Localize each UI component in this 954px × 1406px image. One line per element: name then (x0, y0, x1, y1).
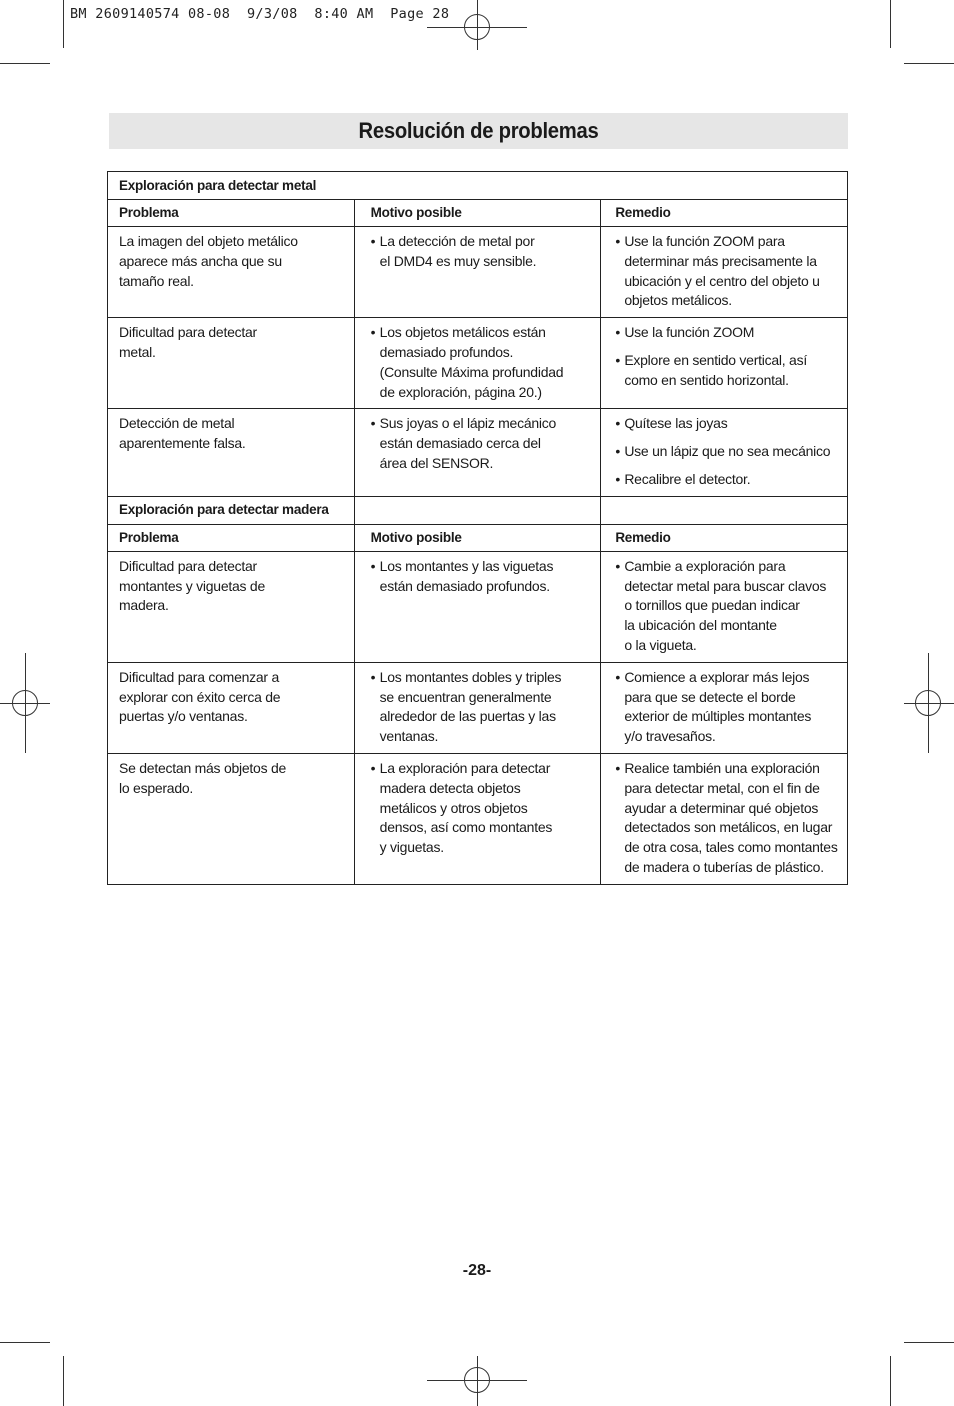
cause-item (371, 668, 601, 747)
troubleshooting-table (107, 171, 848, 885)
remedy-item (615, 351, 847, 391)
remedy-item (615, 668, 847, 747)
cause-item (371, 414, 601, 473)
remedy-text: Comience a explorar más lejos para que se detecte el borde exterior de múltiples montantes y/o travesaños. (624, 668, 812, 745)
problem-text: Dificultad para comenzar a explorar con éxito cerca de puertas y/o ventanas. (119, 668, 281, 725)
bullet-icon: • (370, 557, 376, 574)
remedy-text: Recalibre el detector. (624, 470, 751, 487)
empty-cell (354, 496, 601, 524)
problem-text: La imagen del objeto metálico aparece más ancha que su tamaño real. (119, 233, 298, 289)
remedy-text: Realice también una exploración para detectar metal, con el fin de ayudar a determinar qué objetos detectados son metálicos, en lugar de otra cosa, tales como montantes de madera o tuberías de plástico. (624, 759, 838, 875)
problem-text: Dificultad para detectar montantes y viguetas de madera. (119, 557, 266, 614)
problem-text: Se detectan más objetos de lo esperado. (119, 759, 287, 796)
bullet-icon: • (615, 470, 620, 487)
remedy-cell (601, 318, 848, 409)
title-bar (109, 113, 848, 149)
remedy-item (615, 442, 847, 462)
print-slug-header: BM 2609140574 08-08 9/3/08 8:40 AM Page 28 (70, 6, 450, 22)
crop-mark-top-left-h (0, 63, 50, 64)
problem-cell (108, 753, 355, 884)
remedy-item (615, 414, 847, 434)
remedy-cell (601, 662, 848, 753)
cause-text: La detección de metal por el DMD4 es muy sensible. (379, 233, 537, 269)
cause-item (371, 323, 601, 402)
table-row (108, 662, 848, 753)
cause-cell (354, 227, 601, 318)
table-row (108, 753, 848, 884)
problem-cell (108, 662, 355, 753)
bullet-icon: • (615, 557, 620, 574)
crop-mark-bottom-left-h (0, 1342, 50, 1343)
column-header: Problema (108, 524, 355, 551)
cause-item (371, 557, 601, 597)
crop-mark-bottom-left-v (63, 1356, 64, 1406)
bullet-icon: • (615, 351, 620, 368)
bullet-icon: • (615, 324, 620, 341)
cause-text: La exploración para detectar madera detecta objetos metálicos y otros objetos densos, así como montantes y viguetas. (379, 759, 553, 856)
cause-text: Sus joyas o el lápiz mecánico están demasiado cerca del área del SENSOR. (379, 415, 557, 471)
page-number: -28- (462, 1262, 492, 1279)
bullet-icon: • (615, 415, 620, 432)
column-header-row (108, 524, 848, 551)
problem-text: Dificultad para detectar metal. (119, 324, 257, 360)
table-row (108, 409, 848, 496)
section-heading-cell: Exploración para detectar madera (108, 496, 355, 524)
remedy-cell (601, 753, 848, 884)
remedy-cell (601, 409, 848, 496)
remedy-text: Cambie a exploración para detectar metal para buscar clavos o tornillos que puedan indicar la ubicación del montante o la vigueta. (624, 557, 827, 653)
column-header: Remedio (601, 200, 848, 227)
section-heading-cell: Exploración para detectar metal (108, 172, 848, 200)
cause-cell (354, 409, 601, 496)
bullet-icon: • (370, 415, 376, 432)
remedy-cell (601, 227, 848, 318)
page-title: Resolución de problemas (358, 118, 599, 143)
column-header-row (108, 200, 848, 227)
crop-mark-bottom-right-h (904, 1342, 954, 1343)
remedy-item (615, 232, 847, 311)
bullet-icon: • (615, 233, 620, 249)
remedy-item (615, 470, 847, 490)
bullet-icon: • (370, 324, 376, 341)
cause-cell (354, 551, 601, 662)
bullet-icon: • (370, 759, 376, 776)
remedy-item (615, 557, 847, 656)
remedy-item (615, 759, 847, 878)
remedy-cell (601, 551, 848, 662)
column-header: Motivo posible (354, 200, 601, 227)
cause-item (371, 232, 601, 272)
cause-text: Los montantes dobles y triples se encuentran generalmente alrededor de las puertas y las ventanas. (379, 668, 562, 745)
crop-mark-top-left-v (63, 0, 64, 48)
remedy-text: Use un lápiz que no sea mecánico (624, 443, 831, 460)
cause-text: Los montantes y las viguetas están demasiado profundos. (379, 557, 554, 594)
bullet-icon: • (615, 443, 620, 460)
cause-item (371, 759, 601, 858)
section-header-row (108, 172, 848, 200)
bullet-icon: • (615, 668, 620, 685)
cause-cell (354, 753, 601, 884)
table-row (108, 227, 848, 318)
table-row (108, 318, 848, 409)
cause-cell (354, 318, 601, 409)
remedy-text: Explore en sentido vertical, así como en sentido horizontal. (624, 351, 807, 388)
crop-mark-top-right-h (904, 63, 954, 64)
section-header-row (108, 496, 848, 524)
remedy-text: Quítese las joyas (624, 415, 728, 432)
column-header: Problema (108, 200, 355, 227)
bullet-icon: • (370, 668, 376, 685)
problem-cell (108, 551, 355, 662)
problem-cell (108, 227, 355, 318)
column-header: Motivo posible (354, 524, 601, 551)
crop-mark-top-right-v (890, 0, 891, 48)
remedy-item (615, 323, 847, 343)
remedy-text: Use la función ZOOM para determinar más precisamente la ubicación y el centro del objeto u objetos metálicos. (624, 233, 820, 309)
remedy-text: Use la función ZOOM (624, 324, 755, 341)
cause-cell (354, 662, 601, 753)
bullet-icon: • (370, 233, 376, 249)
column-header: Remedio (601, 524, 848, 551)
cause-text: Los objetos metálicos están demasiado profundos. (Consulte Máxima profundidad de exploración, página 20.) (379, 324, 564, 400)
crop-mark-bottom-right-v (890, 1356, 891, 1406)
problem-cell (108, 409, 355, 496)
empty-cell (601, 496, 848, 524)
problem-cell (108, 318, 355, 409)
table-row (108, 551, 848, 662)
problem-text: Detección de metal aparentemente falsa. (119, 415, 246, 452)
bullet-icon: • (615, 759, 620, 776)
